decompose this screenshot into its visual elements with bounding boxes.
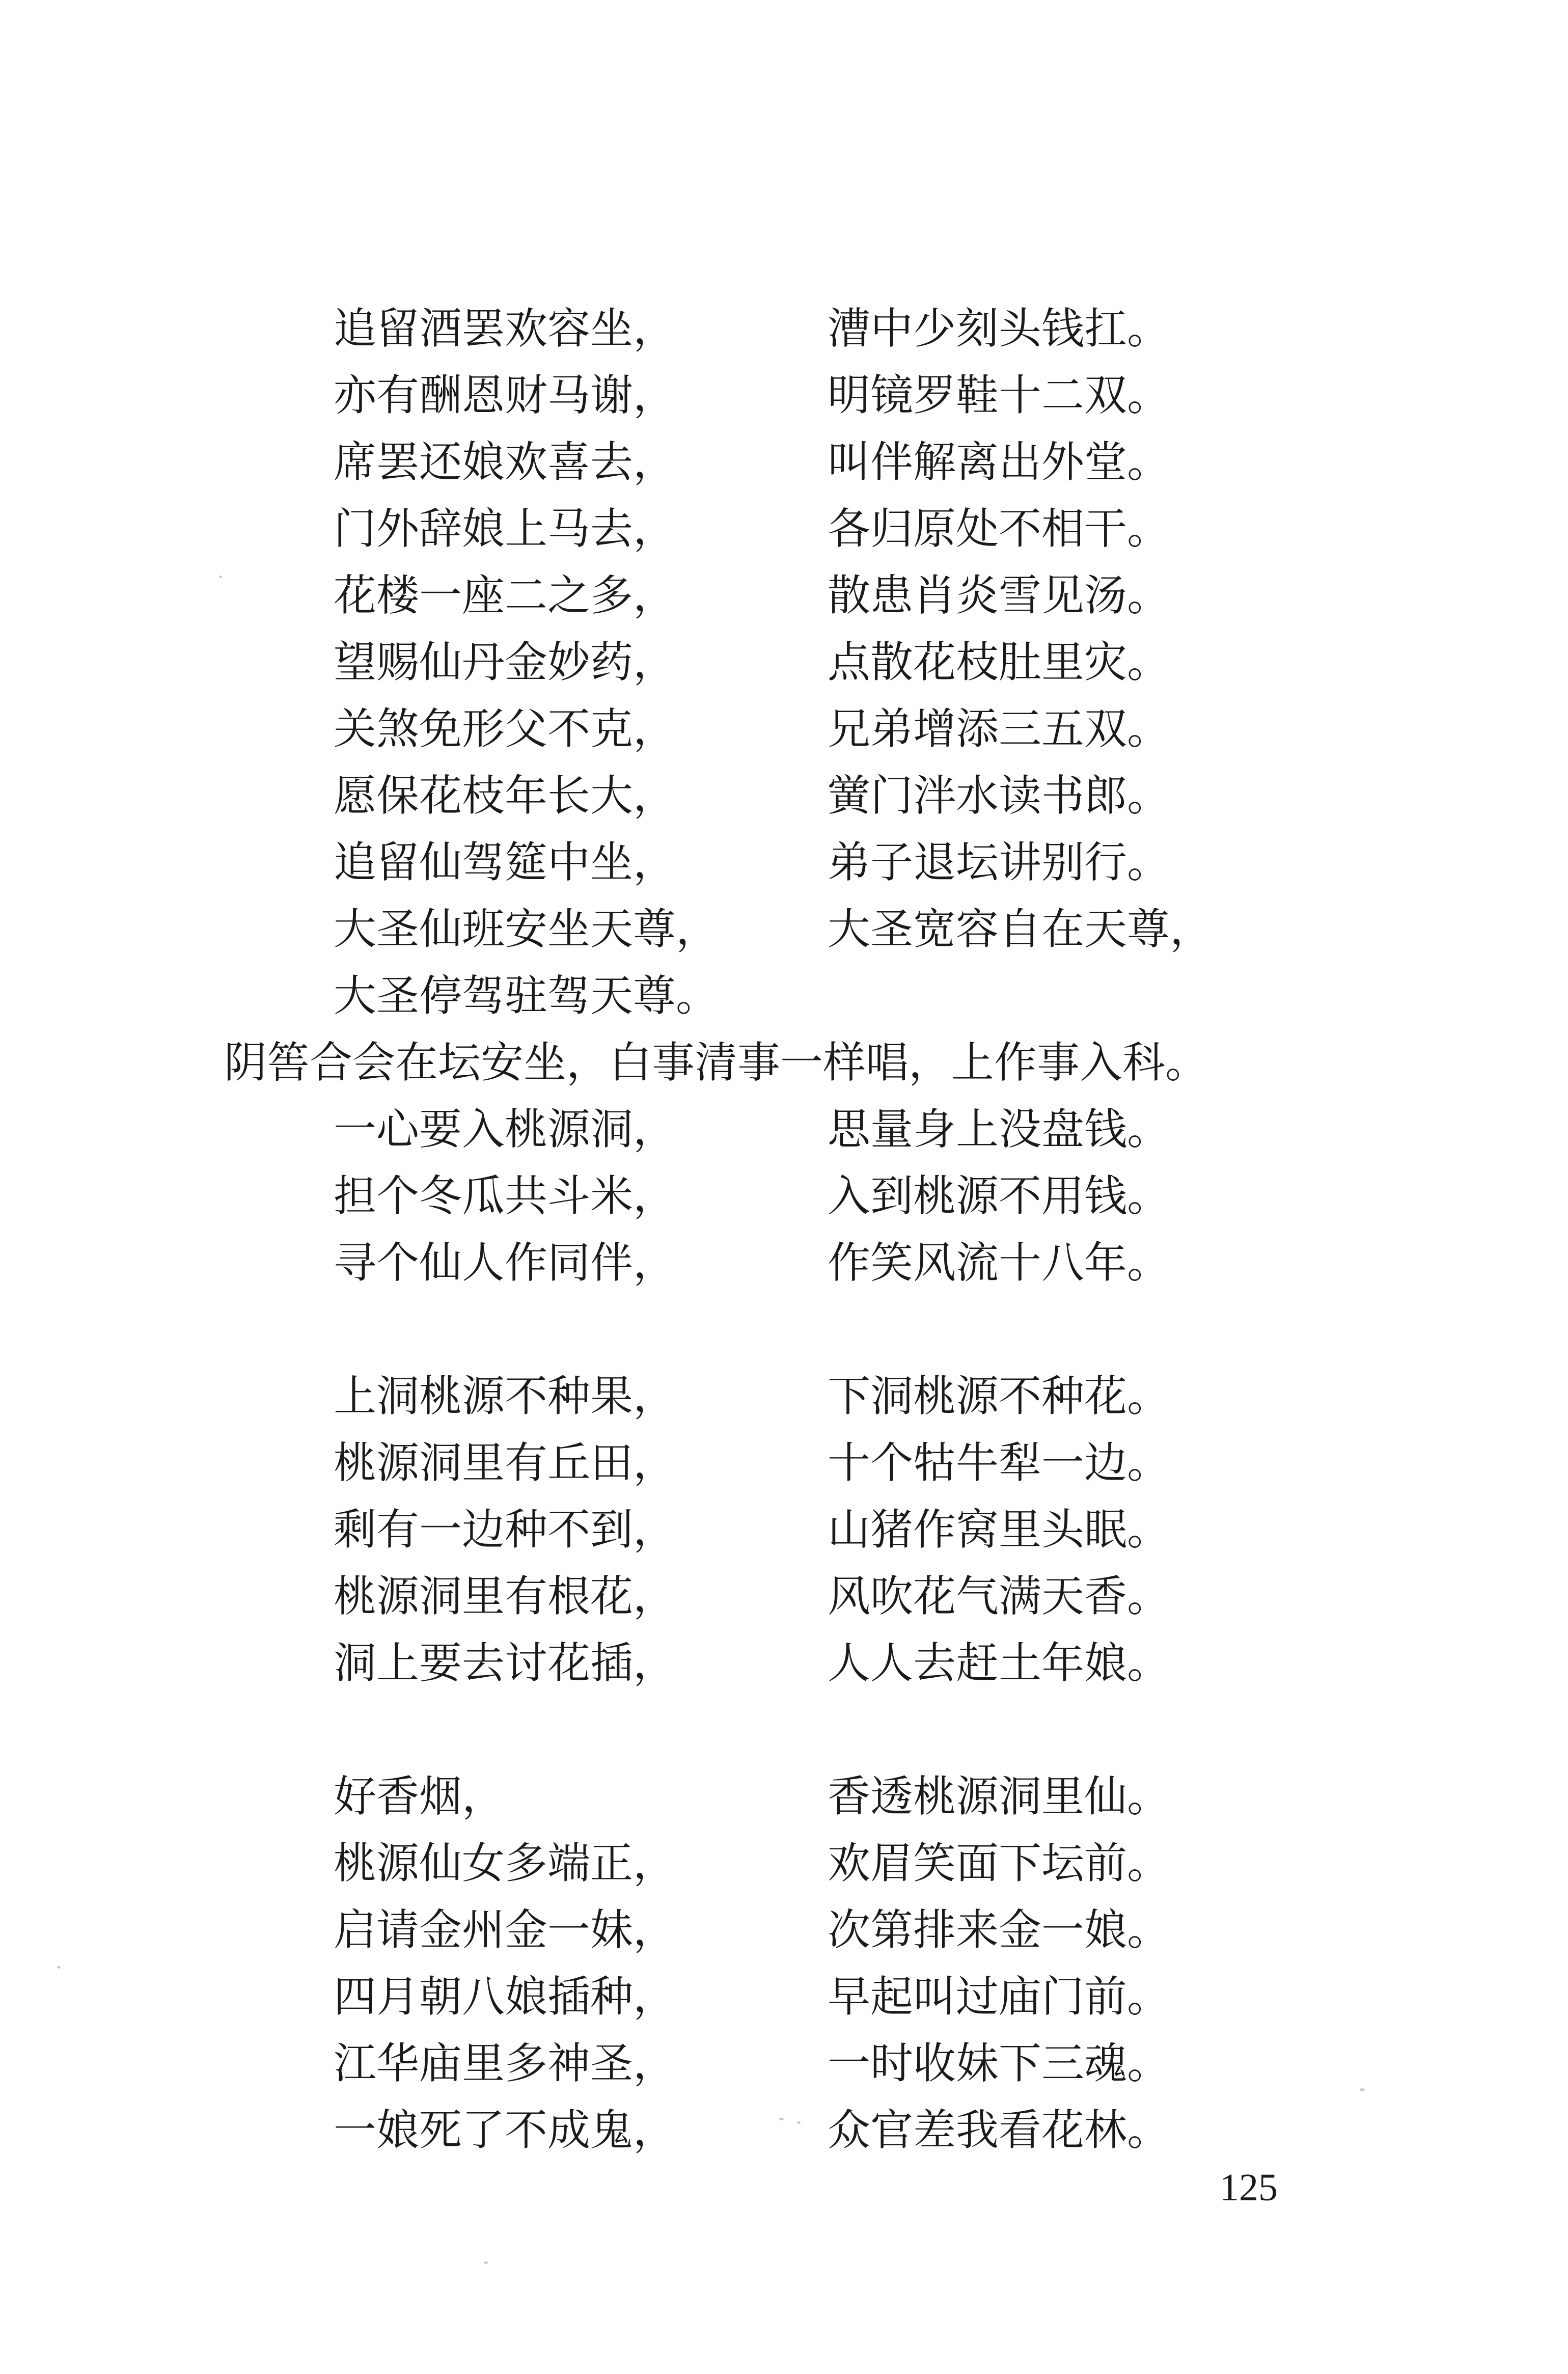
verse-right: 山猪作窝里头眠。 [828,1505,1170,1554]
verse-right: 一时收妹下三魂。 [828,2038,1170,2088]
verse-couplet [0,1963,1568,2030]
verse-couplet [0,1630,1568,1697]
verse-left: 花楼一座二之多， [334,570,676,620]
verse-right: 散患肖炎雪见汤。 [828,570,1170,620]
verse-left: 大圣停驾驻驾天尊。 [334,971,719,1021]
verse-right: 次第排来金一娘。 [828,1905,1170,1955]
verse-couplet [0,1563,1568,1630]
verse-right: 风吹花气满天香。 [828,1571,1170,1621]
verse-left: 一心要入桃源洞， [334,1104,676,1154]
verse-couplet [0,562,1568,629]
verse-couplet [0,496,1568,562]
verse-couplet [0,1830,1568,1897]
verse-left: 愿保花枝年长大， [334,771,676,821]
verse-left: 桃源洞里有根花， [334,1571,676,1621]
page-number: 125 [1220,2166,1278,2209]
verse-left: 席罢还娘欢喜去， [334,437,676,487]
scan-speck [219,576,222,578]
verse-left: 洞上要去讨花插， [334,1638,676,1688]
stanza-break [0,1697,1568,1763]
verse-couplet [0,896,1568,963]
verse-couplet [0,963,1568,1029]
verse-left: 门外辞娘上马去， [334,504,676,554]
verse-couplet [0,1897,1568,1963]
verse-right: 众官差我看花林。 [828,2105,1170,2155]
verse-left: 一娘死了不成鬼， [334,2105,676,2155]
verse-left: 上洞桃源不种果， [334,1371,676,1421]
verse-left: 桃源仙女多端正， [334,1838,676,1888]
verse-left: 关煞免形父不克， [334,704,676,754]
verse-right: 大圣宽容自在天尊， [828,904,1213,954]
verse-couplet [0,1496,1568,1563]
verse-couplet [0,696,1568,762]
verse-right: 漕中少刻头钱扛。 [828,304,1170,353]
verse-couplet [0,1763,1568,1830]
scan-speck [779,2118,784,2120]
verse-couplet [0,362,1568,429]
verse-left: 追留仙驾筵中坐， [334,837,676,887]
scan-speck [57,1966,61,1969]
verse-right: 欢眉笑面下坛前。 [828,1838,1170,1888]
prose-line [0,1029,1568,1096]
verse-couplet [0,629,1568,696]
prose-text: 阴筶合会在坛安坐，白事清事一样唱，上作事入科。 [224,1038,1208,1087]
verse-left: 追留酒罢欢容坐， [334,304,676,353]
verse-couplet [0,429,1568,496]
verse-right: 思量身上没盘钱。 [828,1104,1170,1154]
verse-right: 作笑风流十八年。 [828,1238,1170,1288]
verse-right: 黉门泮水读书郎。 [828,771,1170,821]
verse-right: 早起叫过庙门前。 [828,1972,1170,2022]
scan-speck [484,2261,488,2264]
verse-block [0,295,1568,2164]
verse-left: 亦有酬恩财马谢， [334,370,676,420]
verse-right: 下洞桃源不种花。 [828,1371,1170,1421]
verse-couplet [0,1096,1568,1163]
verse-left: 寻个仙人作同伴， [334,1238,676,1288]
verse-couplet [0,829,1568,896]
verse-right: 十个牯牛犁一边。 [828,1438,1170,1488]
verse-left: 大圣仙班安坐天尊， [334,904,719,954]
verse-right: 叫伴解离出外堂。 [828,437,1170,487]
verse-left: 好香烟， [334,1771,505,1821]
verse-right: 各归原处不相干。 [828,504,1170,554]
verse-left: 担个冬瓜共斗米， [334,1171,676,1221]
verse-couplet [0,1230,1568,1296]
verse-left: 望赐仙丹金妙药， [334,637,676,687]
scan-speck [797,2121,801,2124]
verse-couplet [0,295,1568,362]
verse-right: 人人去赶土年娘。 [828,1638,1170,1688]
verse-right: 点散花枝肚里灾。 [828,637,1170,687]
verse-right: 明镜罗鞋十二双。 [828,370,1170,420]
verse-right: 入到桃源不用钱。 [828,1171,1170,1221]
verse-left: 剩有一边种不到， [334,1505,676,1554]
verse-right: 兄弟增添三五双。 [828,704,1170,754]
verse-right: 弟子退坛讲别行。 [828,837,1170,887]
verse-left: 桃源洞里有丘田， [334,1438,676,1488]
verse-couplet [0,2097,1568,2164]
verse-left: 四月朝八娘插种， [334,1972,676,2022]
scan-speck [1360,2088,1365,2091]
verse-couplet [0,1430,1568,1496]
verse-left: 启请金州金一妹， [334,1905,676,1955]
verse-couplet [0,762,1568,829]
verse-left: 江华庙里多神圣， [334,2038,676,2088]
stanza-break [0,1296,1568,1363]
verse-right: 香透桃源洞里仙。 [828,1771,1170,1821]
verse-couplet [0,1163,1568,1230]
verse-couplet [0,2030,1568,2097]
verse-couplet [0,1363,1568,1430]
